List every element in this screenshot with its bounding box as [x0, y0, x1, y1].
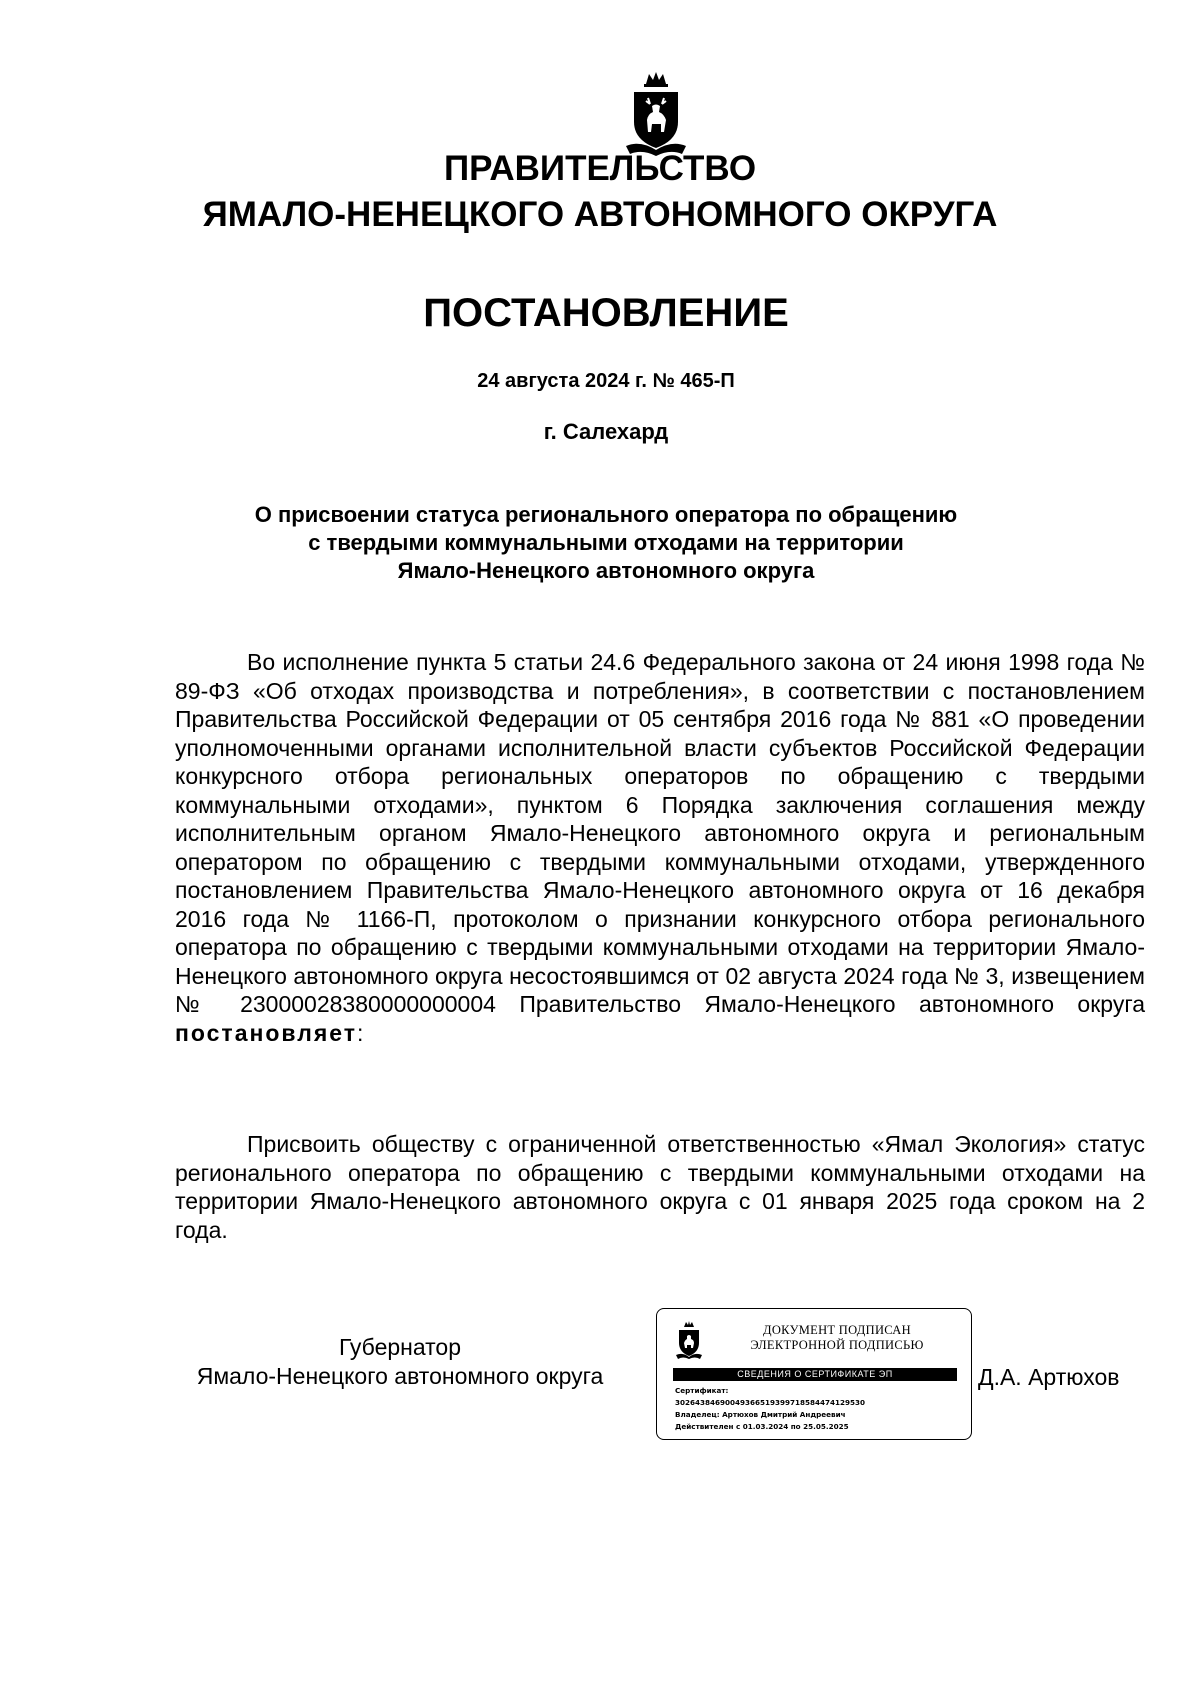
certificate-details: [675, 1385, 965, 1433]
signatory-position: [150, 1333, 650, 1391]
subject-line1: О присвоении статуса регионального оператора по обращению: [254, 502, 958, 527]
coat-of-arms-icon: [675, 1321, 703, 1359]
government-title: [0, 146, 1200, 238]
certificate-owner: Владелец: Артюхов Дмитрий Андреевич: [675, 1410, 846, 1419]
stamp-heading: [717, 1323, 957, 1353]
preamble-paragraph: [175, 648, 1145, 1047]
government-title-line1: ПРАВИТЕЛЬСТВО: [443, 149, 757, 188]
decree-keyword: постановляет: [175, 1019, 358, 1046]
certificate-info-bar: СВЕДЕНИЯ О СЕРТИФИКАТЕ ЭП: [673, 1368, 957, 1381]
signatory-position-line1: Губернатор: [338, 1334, 462, 1360]
signatory-position-line2: Ямало-Ненецкого автономного округа: [196, 1363, 604, 1389]
subject-line3: Ямало-Ненецкого автономного округа: [397, 558, 815, 583]
document-type: ПОСТАНОВЛЕНИЕ: [423, 291, 789, 335]
document-city: г. Салехард: [543, 419, 669, 444]
stamp-heading-line2: ЭЛЕКТРОННОЙ ПОДПИСЬЮ: [750, 1338, 924, 1352]
document-subject: [0, 501, 1200, 585]
preamble-end: :: [357, 1019, 364, 1046]
electronic-signature-stamp: [656, 1308, 972, 1440]
resolution-paragraph: Присвоить обществу с ограниченной ответственностью «Ямал Экология» статус регионального оператора по обращению с твердыми коммунальными отходами на территории Ямало-Ненецкого автономного округа с 01 января 2025 года сроком на 2 года.: [175, 1131, 1145, 1243]
coat-of-arms-icon: [624, 70, 688, 156]
preamble-text: Во исполнение пункта 5 статьи 24.6 Федерального закона от 24 июня 1998 года № 89-ФЗ «Об отходах производства и потребления», в соответствии с постановлением Правительства Российской Федерации от 05 сентября 2016 года № 881 «О проведении уполномоченными органами исполнительной власти субъектов Российской Федерации конкурсного отбора региональных операторов по обращению с твердыми коммунальными отходами», пунктом 6 Порядка заключения соглашения между исполнительным органом Ямало-Ненецкого автономного округа и региональным оператором по обращению с твердыми коммунальными отходами, утвержденного постановлением Правительства Ямало-Ненецкого автономного округа от 16 декабря 2016 года № 1166-П, протоколом о признании конкурсного отбора регионального оператора по обращению с твердыми коммунальными отходами на территории Ямало-Ненецкого автономного округа несостоявшимся от 02 августа 2024 года № 3, извещением № 23000028380000000004 Правительство Ямало-Ненецкого автономного округа: [175, 649, 1145, 1017]
certificate-number: 30264384690049366519399718584474129530: [675, 1398, 866, 1407]
stamp-heading-line1: ДОКУМЕНТ ПОДПИСАН: [763, 1323, 911, 1337]
government-title-line2: ЯМАЛО-НЕНЕЦКОГО АВТОНОМНОГО ОКРУГА: [202, 195, 998, 234]
certificate-validity: Действителен с 01.03.2024 по 25.05.2025: [675, 1422, 849, 1431]
document-date-number: 24 августа 2024 г. № 465-П: [477, 370, 735, 392]
signatory-name: Д.А. Артюхов: [978, 1364, 1120, 1390]
subject-line2: с твердыми коммунальными отходами на территории: [308, 530, 904, 555]
certificate-label: Сертификат:: [675, 1386, 729, 1395]
